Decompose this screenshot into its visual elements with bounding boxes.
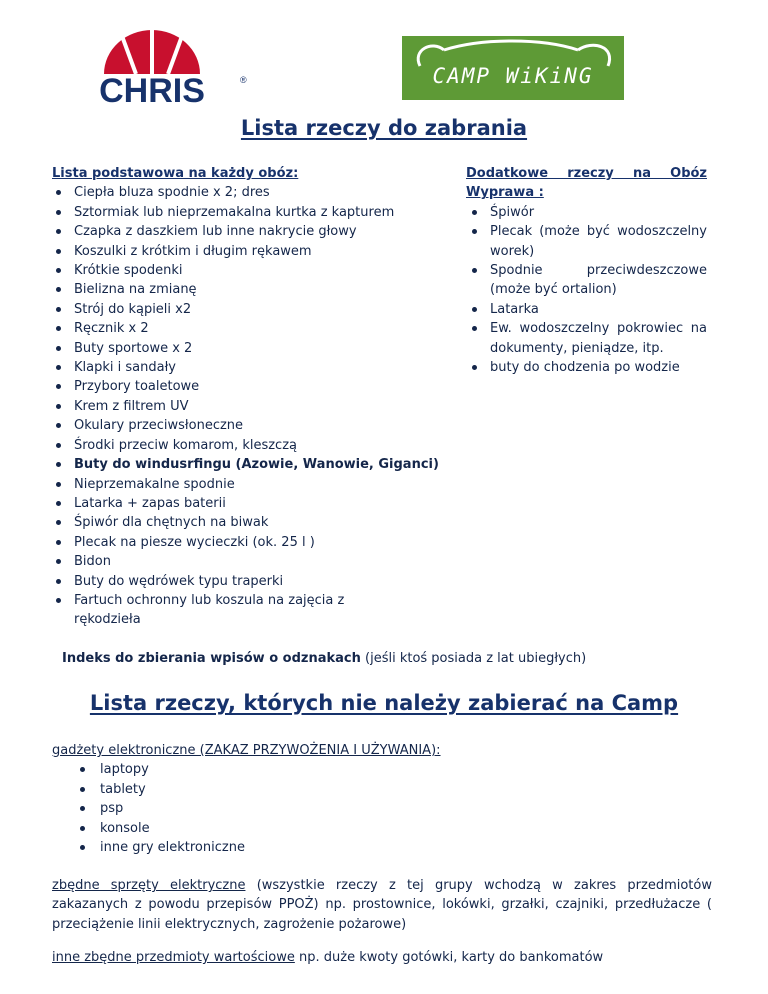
chris-wordmark: CHRIS (99, 72, 205, 106)
list-item: Śpiwór dla chętnych na biwak (52, 513, 452, 532)
index-note (62, 651, 586, 666)
list-item: Bidon (52, 552, 452, 571)
list-item: Spodnie przeciwdeszczowe (może być ortalion) (466, 261, 707, 300)
list-item: Klapki i sandały (52, 358, 452, 377)
electronics-heading: gadżety elektroniczne (ZAKAZ PRZYWOŻENIA I UŻYWANIA): (52, 743, 441, 758)
list-item: Ciepła bluza spodnie x 2; dres (52, 183, 452, 202)
list-item: inne gry elektroniczne (52, 838, 712, 857)
valuables-paragraph (52, 948, 712, 967)
list-item: Koszulki z krótkim i długim rękawem (52, 242, 452, 261)
list-item: Przybory toaletowe (52, 377, 452, 396)
list-item: Środki przeciw komarom, kleszczą (52, 436, 452, 455)
electronics-list (52, 760, 712, 857)
list-item: Okulary przeciwsłoneczne (52, 416, 452, 435)
list-item: Nieprzemakalne spodnie (52, 475, 452, 494)
list-item: Sztormiak lub nieprzemakalna kurtka z kapturem (52, 203, 452, 222)
list-item: psp (52, 799, 712, 818)
title-items-to-bring: Lista rzeczy do zabrania (240, 116, 528, 140)
list-item-windsurf-shoes: Buty do windusrfingu (Azowie, Wanowie, Giganci) (52, 455, 452, 474)
camp-wiking-logo (402, 36, 624, 100)
list-item: Krem z filtrem UV (52, 397, 452, 416)
extra-list-section (466, 164, 707, 377)
list-item: Plecak na piesze wycieczki (ok. 25 l ) (52, 533, 452, 552)
list-item: Śpiwór (466, 203, 707, 222)
basic-list-section (52, 164, 452, 630)
list-item: Buty sportowe x 2 (52, 339, 452, 358)
list-item: Fartuch ochronny lub koszula na zajęcia z rękodzieła (52, 591, 374, 630)
list-item: buty do chodzenia po wodzie (466, 358, 707, 377)
list-item: Latarka + zapas baterii (52, 494, 452, 513)
index-note-normal: (jeśli ktoś posiada z lat ubiegłych) (360, 651, 587, 666)
electrical-devices-label: zbędne sprzęty elektryczne (52, 878, 246, 893)
list-item: Buty do wędrówek typu traperki (52, 572, 452, 591)
list-item: Ew. wodoszczelny pokrowiec na dokumenty, pieniądze, itp. (466, 319, 707, 358)
list-item: Bielizna na zmianę (52, 280, 452, 299)
extra-list-heading: Dodatkowe rzeczy na Obóz (466, 166, 707, 181)
basic-list-heading: Lista podstawowa na każdy obóz: (52, 166, 299, 181)
title-items-not-to-bring: Lista rzeczy, których nie należy zabierać na Camp (89, 691, 679, 715)
camp-wiking-wordmark: CAMP WiKiNG (432, 64, 594, 88)
registered-mark: ® (240, 75, 247, 85)
extra-list (466, 203, 707, 378)
list-item: konsole (52, 819, 712, 838)
valuables-text: np. duże kwoty gotówki, karty do bankomatów (294, 950, 604, 965)
chris-logo (52, 28, 252, 106)
list-item: Strój do kąpieli x2 (52, 300, 452, 319)
list-item: Ręcznik x 2 (52, 319, 452, 338)
list-item: laptopy (52, 760, 712, 779)
list-item: Czapka z daszkiem lub inne nakrycie głowy (52, 222, 452, 241)
list-item: Krótkie spodenki (52, 261, 452, 280)
index-note-bold: Indeks do zbierania wpisów o odznakach (62, 651, 361, 666)
chris-logo-graphic (52, 28, 252, 106)
list-item: tablety (52, 780, 712, 799)
list-item: Plecak (może być wodoszczelny worek) (466, 222, 707, 261)
electrical-devices-paragraph (52, 876, 712, 934)
list-item: Latarka (466, 300, 707, 319)
extra-list-heading-2: Wyprawa : (466, 185, 544, 201)
electrical-devices-text: (wszystkie rzeczy z tej grupy wchodzą w zakres przedmiotów zakazanych z powodu przepisów PPOŻ) np. prostownice, lokówki, grzałki, czajniki, przedłużacze ( przeciążenie linii elektrycznych, zagrożenie pożarowe) (52, 878, 712, 932)
electronics-section (52, 741, 712, 857)
basic-list (52, 183, 452, 629)
valuables-label: inne zbędne przedmioty wartościowe (52, 950, 295, 965)
